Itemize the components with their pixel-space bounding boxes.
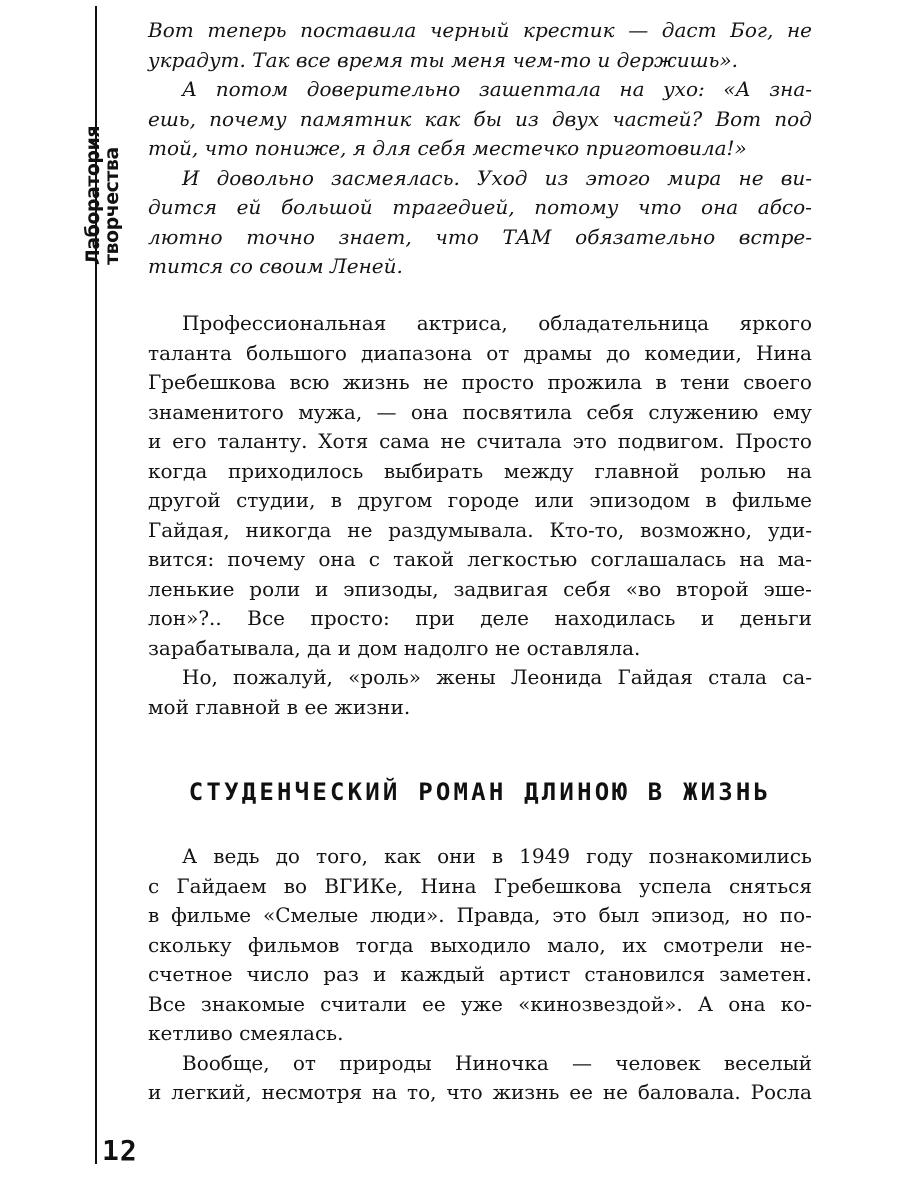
text-line: Вот теперь поставила черный крестик — даст Бог, не (148, 18, 812, 42)
text-line: ешь, почему памятник как бы из двух частей? Вот под (148, 106, 812, 131)
text-line: И довольно засмеялась. Уход из этого мира не ви- (182, 165, 812, 190)
running-head-line1: Лаборатория (82, 125, 104, 265)
text-line: когда приходилось выбирать между главной ролью на (148, 458, 812, 483)
text-line: вится: почему она с такой легкостью соглашалась на ма- (148, 547, 812, 571)
text-line: и легкий, несмотря на то, что жизнь ее не баловала. Росла (148, 1080, 812, 1104)
epigraph-quote (148, 16, 812, 282)
text-line: зарабатывала, да и дом надолго не оставляла. (148, 635, 641, 660)
body1-paragraph-2 (148, 663, 812, 722)
section-heading: СТУДЕНЧЕСКИЙ РОМАН ДЛИНОЮ В ЖИЗНЬ (188, 778, 772, 806)
text-line: той, что пониже, я для себя местечко приготовила!» (148, 136, 747, 160)
body1-paragraph-1 (148, 309, 812, 663)
text-line: Гайдая, никогда не раздумывала. Кто-то, возможно, уди- (148, 517, 812, 542)
text-line: лютно точно знает, что ТАМ обязательно встре- (148, 224, 812, 249)
running-head (84, 55, 124, 265)
text-line: в фильме «Смелые люди». Правда, это был эпизод, но по- (148, 903, 812, 927)
running-head-line2: творчества (101, 147, 123, 265)
text-line: А потом доверительно зашептала на ухо: «А зна- (182, 77, 812, 101)
text-line: и его таланту. Хотя сама не считала это подвигом. Просто (148, 429, 812, 453)
text-line: счетное число раз и каждый артист становился заметен. (148, 962, 812, 986)
text-line: Гребешкова всю жизнь не просто прожила в тени своего (148, 370, 812, 394)
text-line: А ведь до того, как они в 1949 году познакомились (182, 844, 812, 868)
text-line: Профессиональная актриса, обладательница яркого (182, 311, 812, 335)
body-section-1 (148, 309, 812, 722)
text-line: кетливо смеялась. (148, 1021, 344, 1045)
text-line: скольку фильмов тогда выходило мало, их смотрели не- (148, 932, 812, 957)
text-line: Вообще, от природы Ниночка — человек веселый (182, 1050, 812, 1075)
quote-paragraph-1 (148, 16, 812, 75)
text-line: дится ей большой трагедией, потому что она абсо- (148, 195, 812, 219)
quote-paragraph-3 (148, 164, 812, 282)
text-line: лон»?.. Все просто: при деле находилась и деньги (148, 606, 812, 630)
body2-paragraph-2 (148, 1049, 812, 1108)
text-line: Все знакомые считали ее уже «кинозвездой». А она ко- (148, 991, 812, 1016)
body-section-2 (148, 842, 812, 1108)
text-line: украдут. Так все время ты меня чем-то и держишь». (148, 47, 738, 72)
text-line: знаменитого мужа, — она посвятила себя служению ему (148, 399, 812, 424)
text-line: таланта большого диапазона от драмы до комедии, Нина (148, 340, 812, 365)
text-line: ленькие роли и эпизоды, задвигая себя «во второй эше- (148, 576, 812, 601)
text-line: Но, пожалуй, «роль» жены Леонида Гайдая стала са- (182, 665, 812, 689)
text-line: тится со своим Леней. (148, 254, 403, 278)
quote-paragraph-2 (148, 75, 812, 164)
page-number: 12 (102, 1134, 138, 1167)
text-line: с Гайдаем во ВГИКе, Нина Гребешкова успела сняться (148, 873, 812, 898)
text-line: другой студии, в другом городе или эпизодом в фильме (148, 488, 812, 512)
text-line: мой главной в ее жизни. (148, 694, 411, 719)
body2-paragraph-1 (148, 842, 812, 1049)
